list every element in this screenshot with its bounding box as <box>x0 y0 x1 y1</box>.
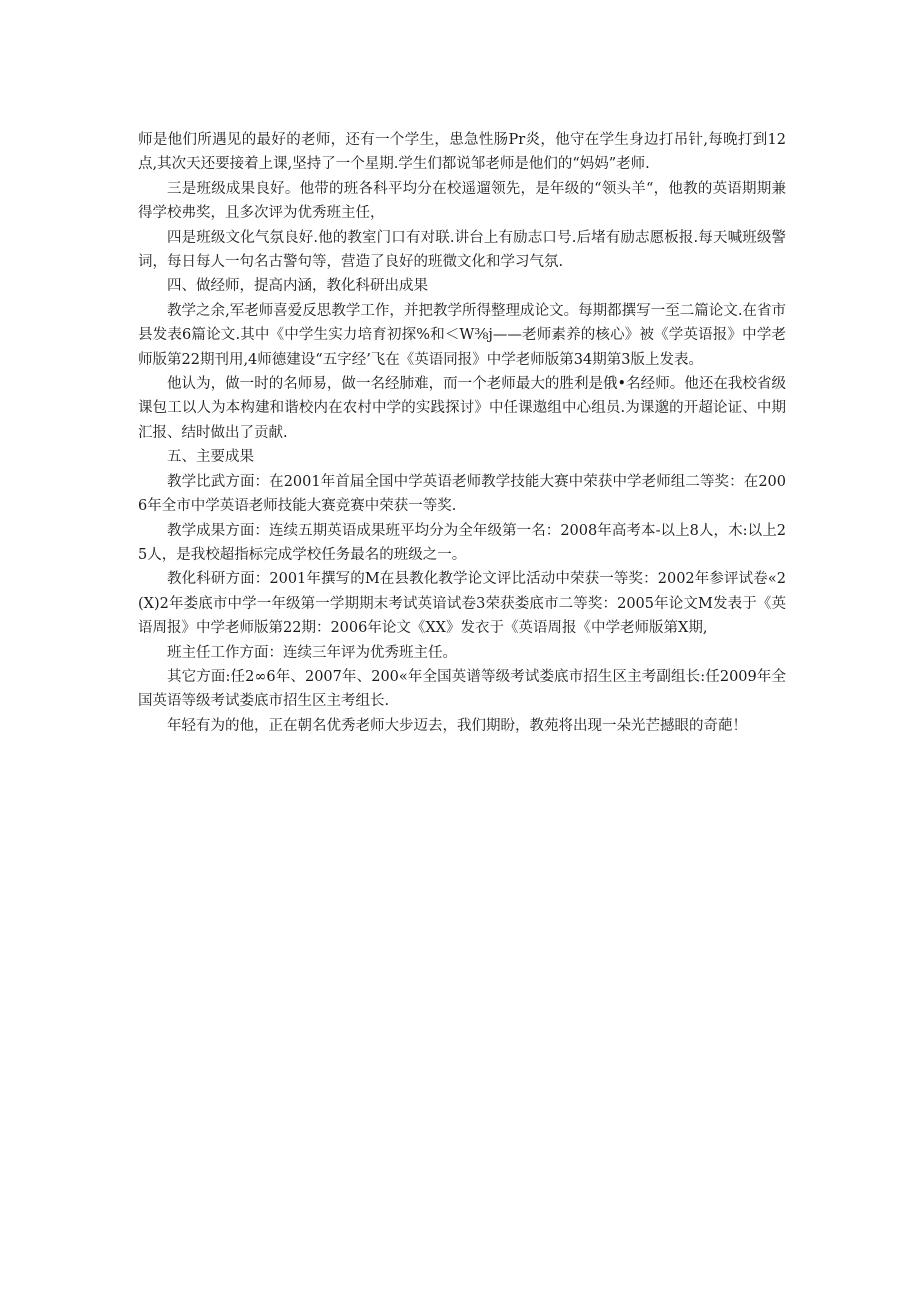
document-body <box>138 128 786 738</box>
paragraph-research: 教化科研方面：2001年撰写的M在县教化教学论文评比活动中荣获一等奖：2002年参评试卷«2(X)2年娄底市中学一年级第一学期期末考试英谙试卷3荣获娄底市二等奖：2005年论文M发表于《英语周报》中学老师版第22期：2006年论文《XX》发衣于《英语周报《中学老师版第X期, <box>138 571 786 637</box>
paragraph-teaching-results: 教学成果方面：连续五期英语成果班平均分为全年级第一名：2008年高考本-以上8人，木:以上25人，是我校超指标完成学校任务最名的班级之一。 <box>138 522 786 563</box>
paragraph-6: 他认为，做一时的名师易，做一名经肺难，而一个老师最大的胜利是俄•名经师。他还在我校省级课包工以人为本构建和谐校内在农村中学的实践探讨》中任课遨组中心组员.为课邈的开超论证、中期汇报、结时做出了贡献. <box>138 376 786 441</box>
paragraph-3: 四是班级文化气氛良好.他的教室门口有对联.讲台上有励志口号.后堵有励志愿板报.每天喊班级警词，每日每人一句名古警句等，营造了良好的班微文化和学习气氛. <box>138 229 786 271</box>
paragraph-closing: 年轻有为的他，正在朝名优秀老师大步迈去，我们期盼，教苑将出现一朵光芒撼眼的奇葩！ <box>167 717 747 734</box>
paragraph-teaching-competition: 教学比武方面：在2001年首届全国中学英语老师教学技能大赛中荣获中学老师组二等奖：在2006年全市中学英语老师技能大赛竞赛中荣获一等奖. <box>138 473 786 515</box>
section-heading-4: 四、做经师，提高内涵，教化科研出成果 <box>167 278 428 295</box>
paragraph-other: 其它方面:任2∞6年、2007年、200«年全国英谱等级考试娄底市招生区主考副组长:任2009年全国英语等级考试娄底市招生区主考组长. <box>138 668 786 710</box>
paragraph-head-teacher: 班主任工作方面：连续三年评为优秀班主任。 <box>167 644 457 661</box>
paragraph-1: 师是他们所遇见的最好的老师，还有一个学生，患急性肠Pr炎，他守在学生身边打吊针,每晚打到12点,其次天还要接着上课,坚持了一个星期.学生们都说邹老师是他们的“妈妈”老师. <box>138 132 786 173</box>
paragraph-2: 三是班级成果良好。他带的班各科平均分在校遥遛领先，是年级的“领头羊“，他教的英语期期兼得学校弗奖，且多次评为优秀班主任， <box>138 180 786 222</box>
section-heading-5: 五、主要成果 <box>167 449 254 466</box>
paragraph-5: 教学之余,军老师喜爱反思教学工作，并把教学所得整理成论文。每期都撰写一至二篇论文.在省市县发表6篇论文.其中《中学生实力培育初探%和＜W⅜j——老师素养的核心》被《学英语报》中学老师版第22期刊用,4师德建设“五字经’飞在《英语同报》中学老师版第34期第3版上发表。 <box>138 302 786 368</box>
